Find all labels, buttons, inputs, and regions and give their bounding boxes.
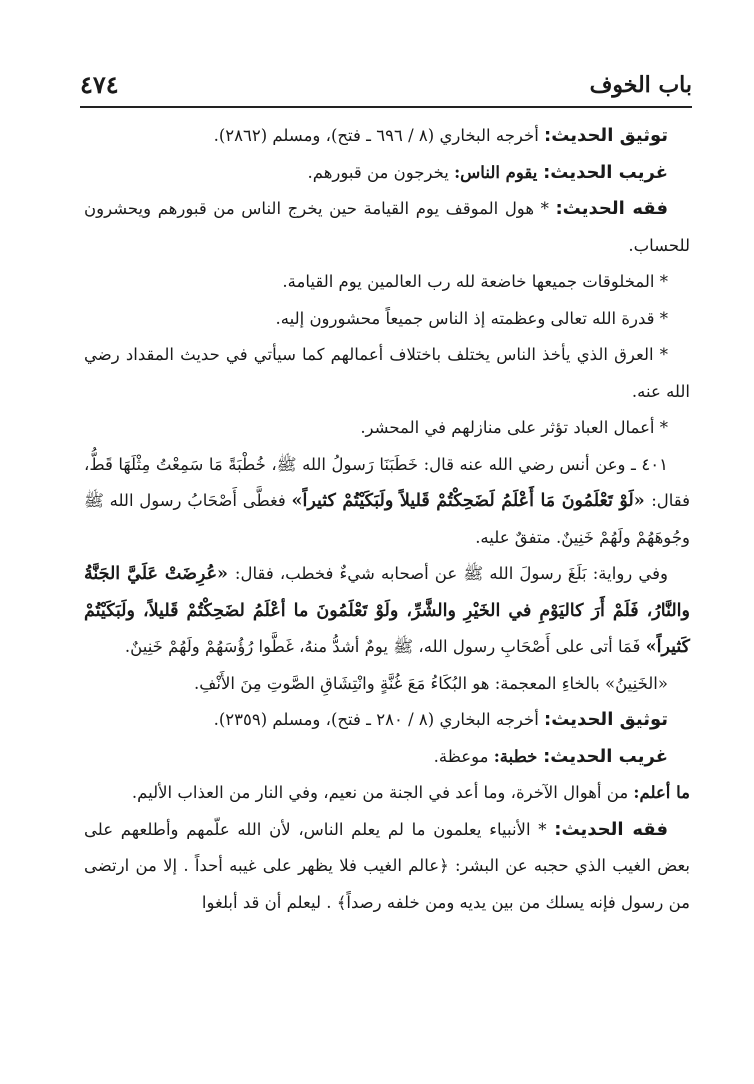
bullet-item: * المخلوقات جميعها خاضعة لله رب العالمين يوم القيامة.	[282, 272, 668, 291]
hadith-quote: «لَوْ تَعْلَمُونَ مَا أَعْلَمُ لَضَحِكْتُمْ قَليلاً ولَبَكَيْتُمْ كثيراً»	[291, 491, 652, 511]
gharib-paragraph	[84, 155, 690, 192]
section-label: توثيق الحديث:	[544, 709, 668, 730]
khanin-definition: «الخَنِينُ» بالخاءِ المعجمة: هو البُكَاءُ مَعَ غُنَّةٍ وانْتِشَاقِ الصَّوتِ مِنَ الأَنْفِ.	[194, 673, 668, 693]
riwaya-ending: فَمَا أتى على أَصْحَابِ رسول الله، ﷺ يومٌ أشدُّ منهُ، غَطَّوا رُؤُسَهُمْ ولَهُمْ خَنِينٌ.	[124, 637, 646, 656]
paragraph-text: * هول الموقف يوم القيامة حين يخرج الناس من قبورهم ويحشرون للحساب.	[84, 199, 690, 255]
chapter-title: باب الخوف	[589, 72, 692, 98]
paragraph-text: أخرجه البخاري (٨ / ٢٨٠ ـ فتح)، ومسلم (٢٣٥٩).	[213, 710, 545, 729]
keyword: ما أعلم:	[633, 783, 690, 802]
bullet-item: * العرق الذي يأخذ الناس يختلف باختلاف أعمالهم كما سيأتي في حديث المقداد رضي الله عنه.	[84, 345, 690, 401]
page-number: ٤٧٤	[80, 70, 119, 99]
takhrij-paragraph	[84, 118, 690, 155]
section-label: توثيق الحديث:	[544, 125, 668, 146]
hadith-intro: ٤٠١ ـ وعن أنس رضي الله عنه قال: خَطَبَنَا رَسولُ الله ﷺ، خُطْبَةً مَا سَمِعْتُ مِثْلَهَا قَطُّ، فقال:	[84, 454, 690, 510]
paragraph-text: من أهوال الآخرة، وما أعد في الجنة من نعيم، وفي النار من العذاب الأليم.	[131, 783, 634, 802]
keyword: يقوم الناس:	[454, 162, 544, 182]
page-content	[84, 118, 690, 921]
page-header	[80, 68, 692, 102]
paragraph-text: موعظة.	[433, 746, 494, 766]
takhrij-paragraph-2	[84, 702, 690, 739]
keyword: خطبة:	[493, 746, 544, 766]
section-label: فقه الحديث:	[554, 818, 668, 840]
fiqh-paragraph-2	[84, 812, 690, 922]
riwaya-intro: وفي رواية: بَلَغَ رسولَ الله ﷺ عن أصحابه شيءٌ فخطب، فقال:	[234, 564, 668, 583]
paragraph-text: أخرجه البخاري (٨ / ٦٩٦ ـ فتح)، ومسلم (٢٨٦٢).	[213, 126, 545, 145]
section-label: غريب الحديث:	[543, 161, 668, 183]
section-label: غريب الحديث:	[543, 745, 668, 767]
paragraph-text: * الأنبياء يعلمون ما لم يعلم الناس، لأن الله علّمهم وأطلعهم على بعض الغيب الذي حجبه عن البشر: ﴿عالم الغيب فلا يظهر على غيبه أحداً . إلا من ارتضى من رسول فإنه يسلك من بين يديه ومن خلفه رصداً﴾ . ليعلم أن قد أبلغوا	[84, 819, 690, 912]
section-label: فقه الحديث:	[555, 198, 668, 219]
fiqh-paragraph	[84, 191, 690, 264]
paragraph-text: يخرجون من قبورهم.	[307, 162, 455, 182]
ma-alam-paragraph	[84, 775, 690, 812]
riwaya-quote: «عُرِضَتْ عَلَيَّ الجَنَّةُ والنَّارُ، فَلَمْ أَرَ كاليَوْمِ في الخَيْرِ والشَّرِّ، ولَوْ تَعْلَمُونَ ما أعْلَمُ لضَحِكْتُمْ قَليلاً، ولَبَكَيْتُمْ كَثيراً»	[84, 564, 690, 657]
header-rule	[80, 106, 692, 108]
hadith-ending: فغطَّى أَصْحَابُ رسول الله ﷺ وجُوهَهُمْ ولَهُمْ خَنِينٌ. متفقٌ عليه.	[84, 491, 690, 547]
hadith-401	[84, 447, 690, 557]
bullet-item: * أعمال العباد تؤثر على منازلهم في المحشر.	[360, 418, 668, 437]
bullet-item: * قدرة الله تعالى وعظمته إذ الناس جميعاً محشورون إليه.	[275, 308, 668, 328]
riwaya-paragraph	[84, 556, 690, 666]
gharib-paragraph-2	[84, 739, 690, 776]
